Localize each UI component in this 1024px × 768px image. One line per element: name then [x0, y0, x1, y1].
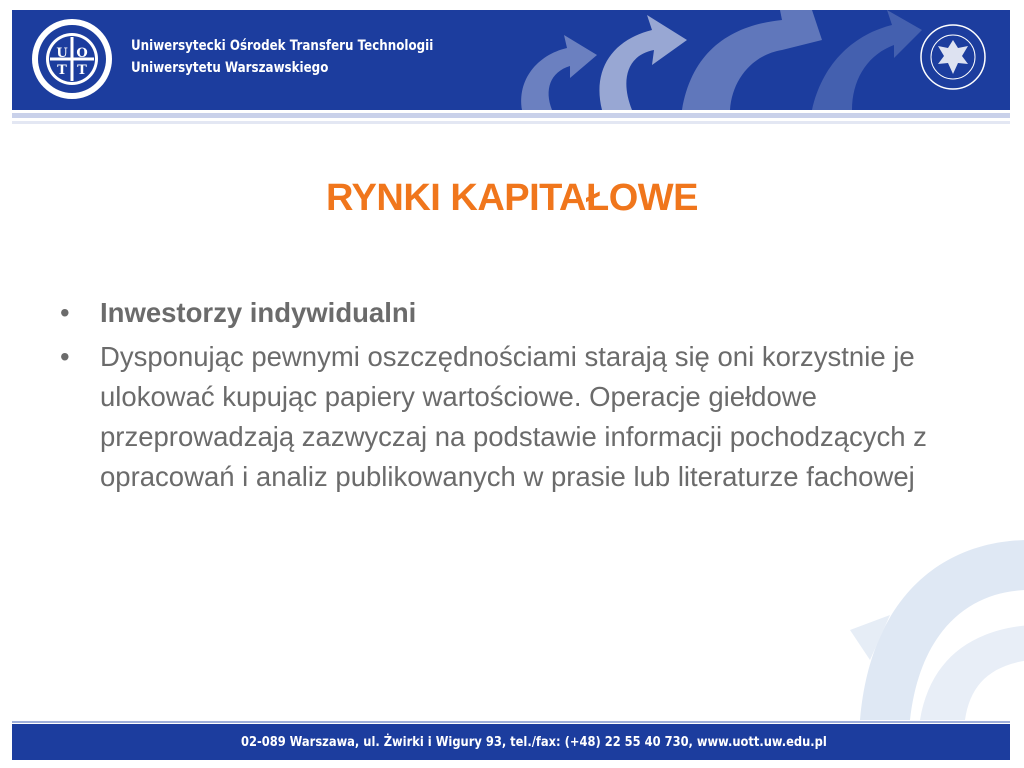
bullet-item-description — [60, 337, 980, 497]
logo-letter-u: U — [56, 46, 68, 61]
bullet-text: Inwestorzy indywidualni — [100, 297, 417, 328]
logo-letter-t1: T — [57, 63, 67, 78]
background-arrow-decoration — [790, 520, 1024, 720]
organization-name — [131, 35, 433, 79]
footer-address: 02-089 Warszawa, ul. Żwirki i Wigury 93, tel./fax: (+48) 22 55 40 730, www.uott.uw.edu.pl — [241, 734, 827, 750]
uott-logo — [30, 17, 114, 101]
eagle-icon — [938, 40, 968, 74]
bullet-item-investors — [60, 293, 980, 333]
header-rule — [12, 113, 1010, 118]
logo-letter-t2: T — [77, 63, 87, 78]
logo-letter-o: O — [76, 46, 88, 61]
slide-title: RYNKI KAPITAŁOWE — [326, 177, 698, 219]
header-rule-thin — [12, 121, 1010, 124]
slide-content — [60, 293, 980, 501]
bullet-icon: • — [60, 341, 70, 372]
org-name-line1: Uniwersytecki Ośrodek Transferu Technologii — [131, 38, 434, 54]
university-emblem — [918, 16, 988, 98]
bullet-text: Dysponując pewnymi oszczędnościami starają się oni korzystnie je ulokować kupując papiery wartościowe. Operacje giełdowe przeprowadzają zazwyczaj na podstawie informacji pochodzących z opracowań i analiz publikowanych w prasie lub literaturze fachowej — [100, 341, 927, 492]
footer-bar — [12, 724, 1010, 760]
org-name-line2: Uniwersytetu Warszawskiego — [131, 60, 329, 76]
footer-rule — [12, 721, 1010, 723]
bullet-icon: • — [60, 297, 70, 328]
